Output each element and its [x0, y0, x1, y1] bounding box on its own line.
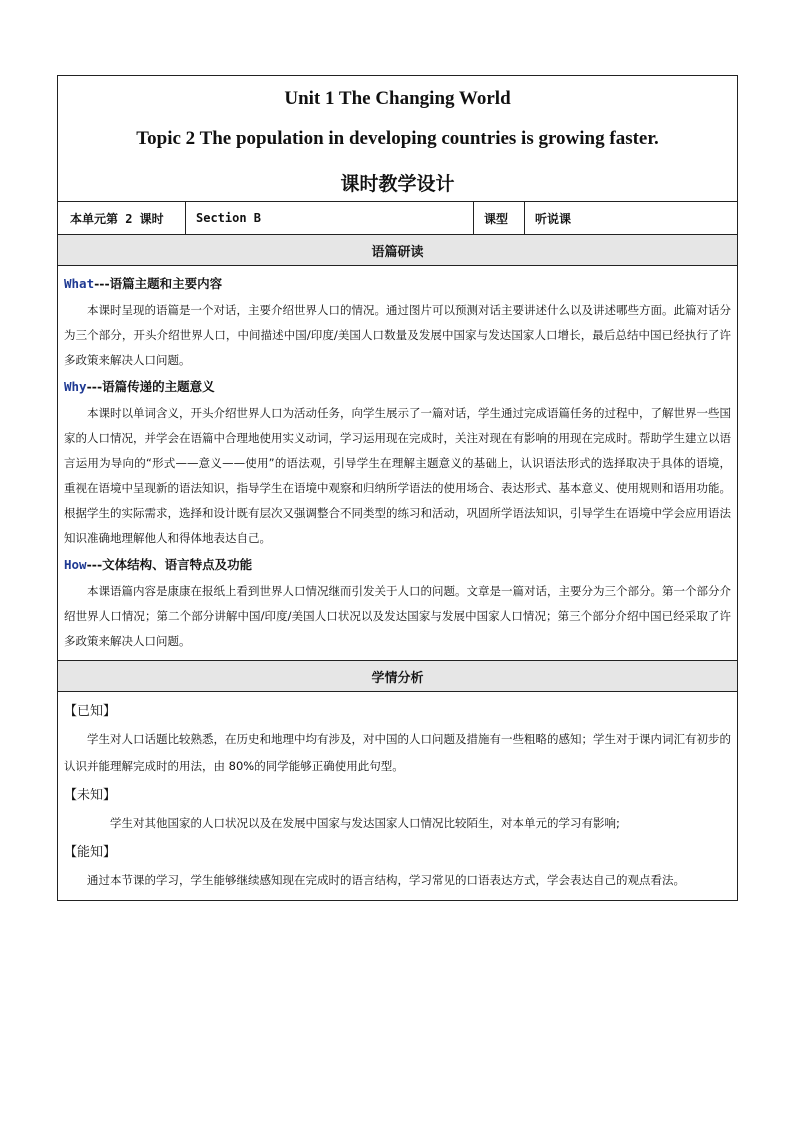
meta-row: [58, 202, 737, 235]
title-block: [58, 76, 737, 202]
what-label: What: [64, 276, 95, 291]
what-paragraph: 本课时呈现的语篇是一个对话，主要介绍世界人口的情况。通过图片可以预测对话主要讲述什么以及讲述哪些方面。此篇对话分为三个部分，开头介绍世界人口，中间描述中国/印度/美国人口数量及发展中国家与发达国家人口增长，最后总结中国已经执行了许多政策来解决人口问题。: [64, 303, 731, 367]
what-heading: [64, 270, 731, 298]
how-label: How: [64, 557, 87, 572]
why-heading: [64, 373, 731, 401]
able-paragraph: 通过本节课的学习，学生能够继续感知现在完成时的语言结构，学习常见的口语表达方式，学会表达自己的观点看法。: [87, 873, 685, 887]
why-title: ---语篇传递的主题意义: [86, 379, 215, 394]
why-paragraph: 本课时以单词含义，开头介绍世界人口为活动任务，向学生展示了一篇对话，学生通过完成语篇任务的过程中，了解世界一些国家的人口情况，并学会在语篇中合理地使用实义动词，学习运用现在完成时，关注对现在有影响的用现在完成时。帮助学生建立以语言运用为导向的“形式——意义——使用”的语法观，引导学生在理解主题意义的基础上，认识语法形式的选择取决于具体的语境，重视在语境中呈现新的语法知识，指导学生在语境中观察和归纳所学语法的使用场合、表达形式、基本意义、使用规则和语用功能。根据学生的实际需求，选择和设计既有层次又强调整合不同类型的练习和活动，巩固所学语法知识，引导学生在语境中学会应用语法知识准确地理解他人和得体地表达自己。: [64, 406, 731, 545]
section-name: Section B: [186, 202, 474, 234]
how-paragraph: 本课语篇内容是康康在报纸上看到世界人口情况继而引发关于人口的问题。文章是一篇对话，主要分为三个部分。第一个部分介绍世界人口情况；第二个部分讲解中国/印度/美国人口状况以及发达国家与发展中国家人口情况；第三个部分介绍中国已经采取了许多政策来解决人口问题。: [64, 584, 731, 648]
unit-title: Unit 1 The Changing World: [284, 88, 511, 109]
reading-band: 语篇研读: [58, 235, 737, 266]
able-label: 【能知】: [64, 845, 117, 860]
type-label: 课型: [474, 202, 525, 234]
lesson-number: 本单元第 2 课时: [58, 202, 186, 234]
what-title: ---语篇主题和主要内容: [94, 276, 223, 291]
reading-section: [58, 266, 737, 661]
how-heading: [64, 551, 731, 579]
lesson-plan-table: [57, 75, 738, 901]
how-title: ---文体结构、语言特点及功能: [86, 557, 253, 572]
why-label: Why: [64, 379, 87, 394]
known-paragraph: 学生对人口话题比较熟悉，在历史和地理中均有涉及，对中国的人口问题及措施有一些粗略的感知；学生对于课内词汇有初步的认识并能理解完成时的用法，由 80%的同学能够正确使用此句型。: [64, 732, 731, 773]
analysis-section: [58, 692, 737, 900]
unknown-paragraph: 学生对其他国家的人口状况以及在发展中国家与发达国家人口情况比较陌生，对本单元的学习有影响;: [110, 816, 620, 830]
known-label: 【已知】: [64, 704, 117, 719]
topic-title: Topic 2 The population in developing countries is growing faster.: [136, 128, 659, 149]
analysis-band: 学情分析: [58, 661, 737, 692]
type-value: 听说课: [535, 211, 572, 226]
unknown-label: 【未知】: [64, 788, 117, 803]
page-subtitle: 课时教学设计: [340, 173, 455, 195]
